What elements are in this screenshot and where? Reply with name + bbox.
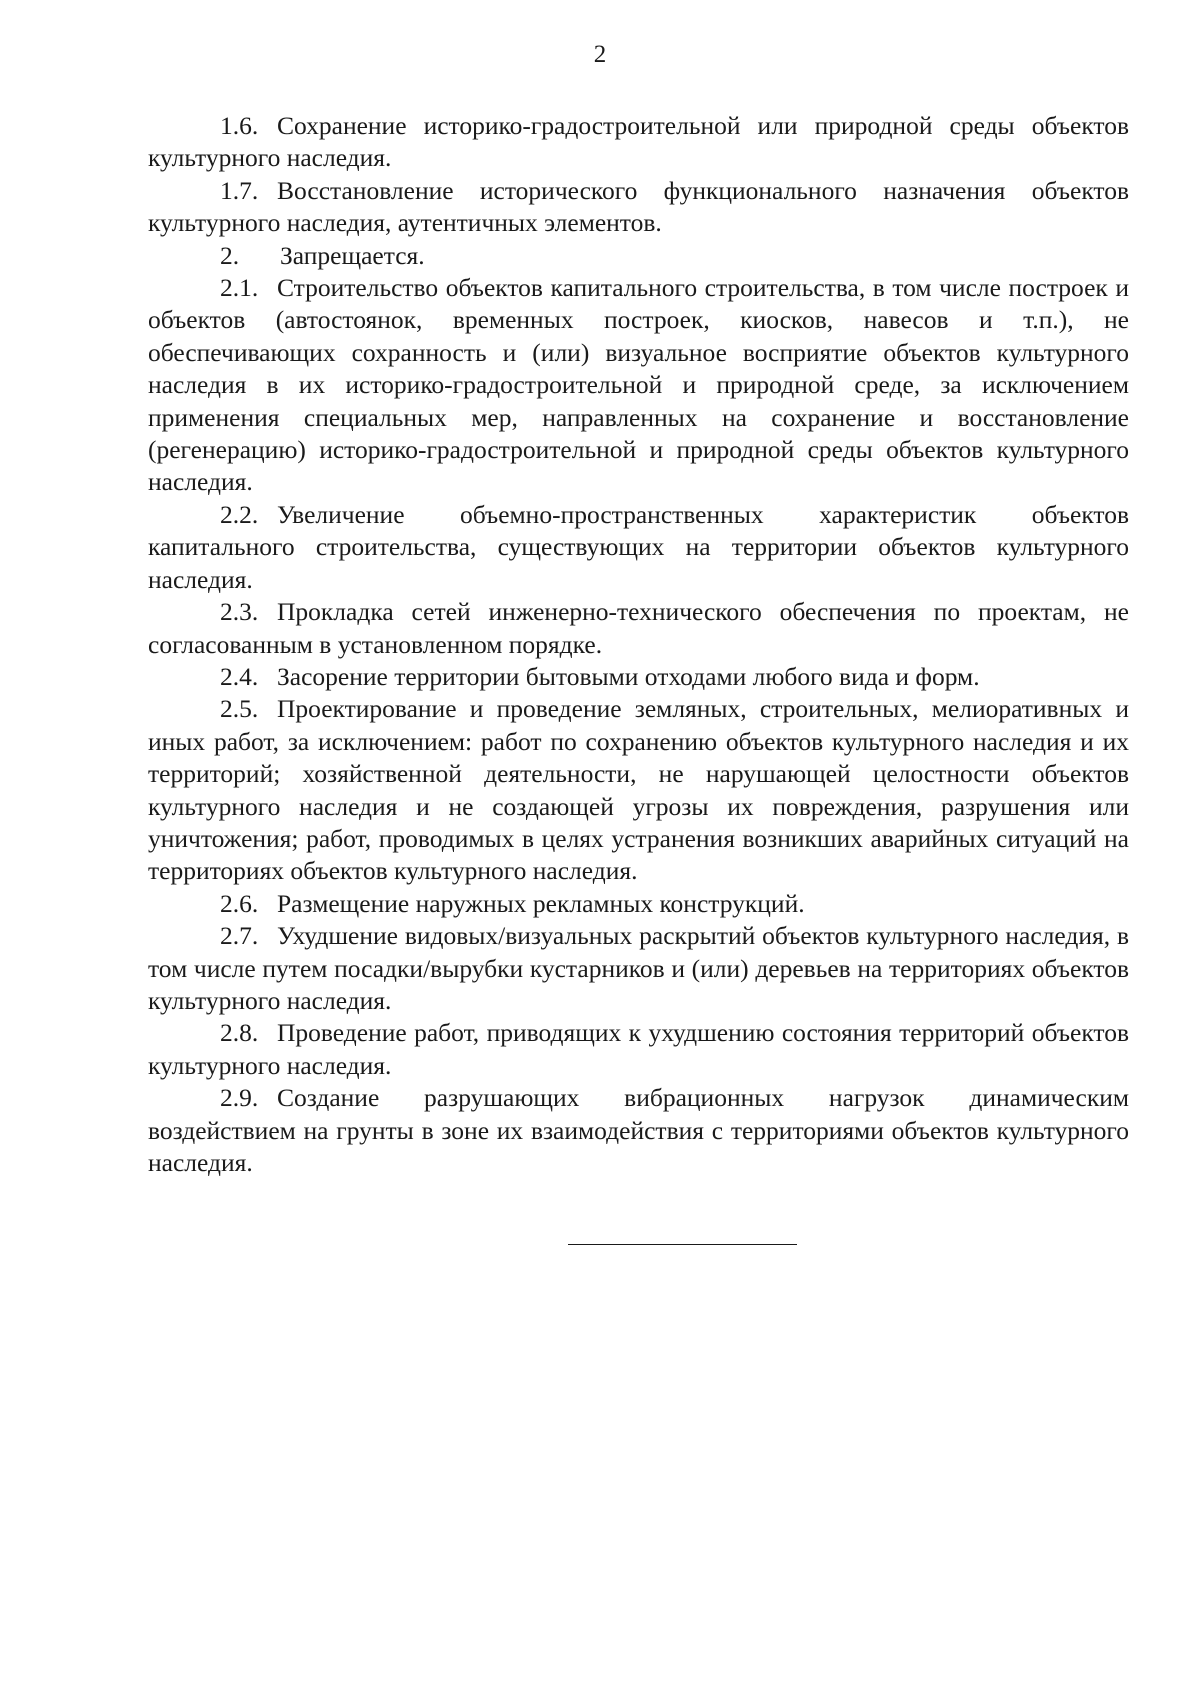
document-body — [148, 110, 1129, 1179]
paragraph-text: Засорение территории бытовыми отходами любого вида и форм. — [277, 661, 980, 691]
paragraph-2-7 — [148, 920, 1129, 1017]
paragraph-text: Запрещается. — [280, 240, 425, 270]
paragraph-number: 2.3. — [220, 597, 259, 627]
paragraph-number: 2.6. — [220, 888, 259, 918]
paragraph-2-2 — [148, 499, 1129, 596]
paragraph-text: Создание разрушающих вибрационных нагрузок динамическим воздействием на грунты в зоне их взаимодействия с территориями объектов культурного наследия. — [148, 1083, 1129, 1177]
paragraph-number: 2.9. — [220, 1083, 259, 1113]
paragraph-number: 1.7. — [220, 175, 259, 205]
paragraph-number: 2.5. — [220, 694, 259, 724]
paragraph-text: Восстановление исторического функционального назначения объектов культурного наследия, аутентичных элементов. — [148, 175, 1129, 238]
paragraph-2-8 — [148, 1017, 1129, 1082]
paragraph-number: 2.4. — [220, 661, 259, 691]
paragraph-text: Проведение работ, приводящих к ухудшению состояния территорий объектов культурного наследия. — [148, 1018, 1129, 1080]
paragraph-text: Прокладка сетей инженерно-технического обеспечения по проектам, не согласованным в установленном порядке. — [148, 597, 1129, 659]
paragraph-text: Размещение наружных рекламных конструкций. — [277, 888, 805, 918]
paragraph-number: 2.2. — [220, 499, 259, 529]
paragraph-2-3 — [148, 596, 1129, 661]
paragraph-2-5 — [148, 693, 1129, 887]
paragraph-2-heading — [148, 240, 1129, 272]
page-number: 2 — [593, 41, 607, 68]
paragraph-text: Проектирование и проведение земляных, строительных, мелиоративных и иных работ, за исключением: работ по сохранению объектов культурного наследия и их территорий; хозяйственной деятельности, не нарушающей целостности объектов культурного наследия и не создающей угрозы их повреждения, разрушения или уничтожения; работ, проводимых в целях устранения возникших аварийных ситуаций на территориях объектов культурного наследия. — [148, 694, 1129, 886]
paragraph-2-1 — [148, 272, 1129, 499]
paragraph-number: 2.8. — [220, 1018, 259, 1048]
paragraph-1-7 — [148, 175, 1129, 240]
paragraph-2-9 — [148, 1082, 1129, 1179]
paragraph-text: Сохранение историко-градостроительной или природной среды объектов культурного наследия. — [148, 111, 1129, 173]
paragraph-number: 2. — [220, 240, 240, 270]
paragraph-2-6 — [148, 888, 1129, 920]
paragraph-2-4 — [148, 661, 1129, 693]
paragraph-number: 2.1. — [220, 273, 259, 303]
paragraph-text: Строительство объектов капитального строительства, в том числе построек и объектов (автостоянок, временных построек, киосков, навесов и т.п.), не обеспечивающих сохранность и (или) визуальное восприятие объектов культурного наследия в их историко-градостроительной и природной среде, за исключением применения специальных мер, направленных на сохранение и восстановление (регенерацию) историко-градостроительной и природной среды объектов культурного наследия. — [148, 273, 1129, 497]
end-of-document-rule — [568, 1244, 797, 1245]
paragraph-number: 2.7. — [220, 921, 259, 951]
paragraph-text: Ухудшение видовых/визуальных раскрытий объектов культурного наследия, в том числе путем посадки/вырубки кустарников и (или) деревьев на территориях объектов культурного наследия. — [148, 921, 1129, 1015]
paragraph-1-6 — [148, 110, 1129, 175]
paragraph-text: Увеличение объемно-пространственных характеристик объектов капитального строительства, существующих на территории объектов культурного наследия. — [148, 499, 1129, 594]
paragraph-number: 1.6. — [220, 111, 259, 140]
